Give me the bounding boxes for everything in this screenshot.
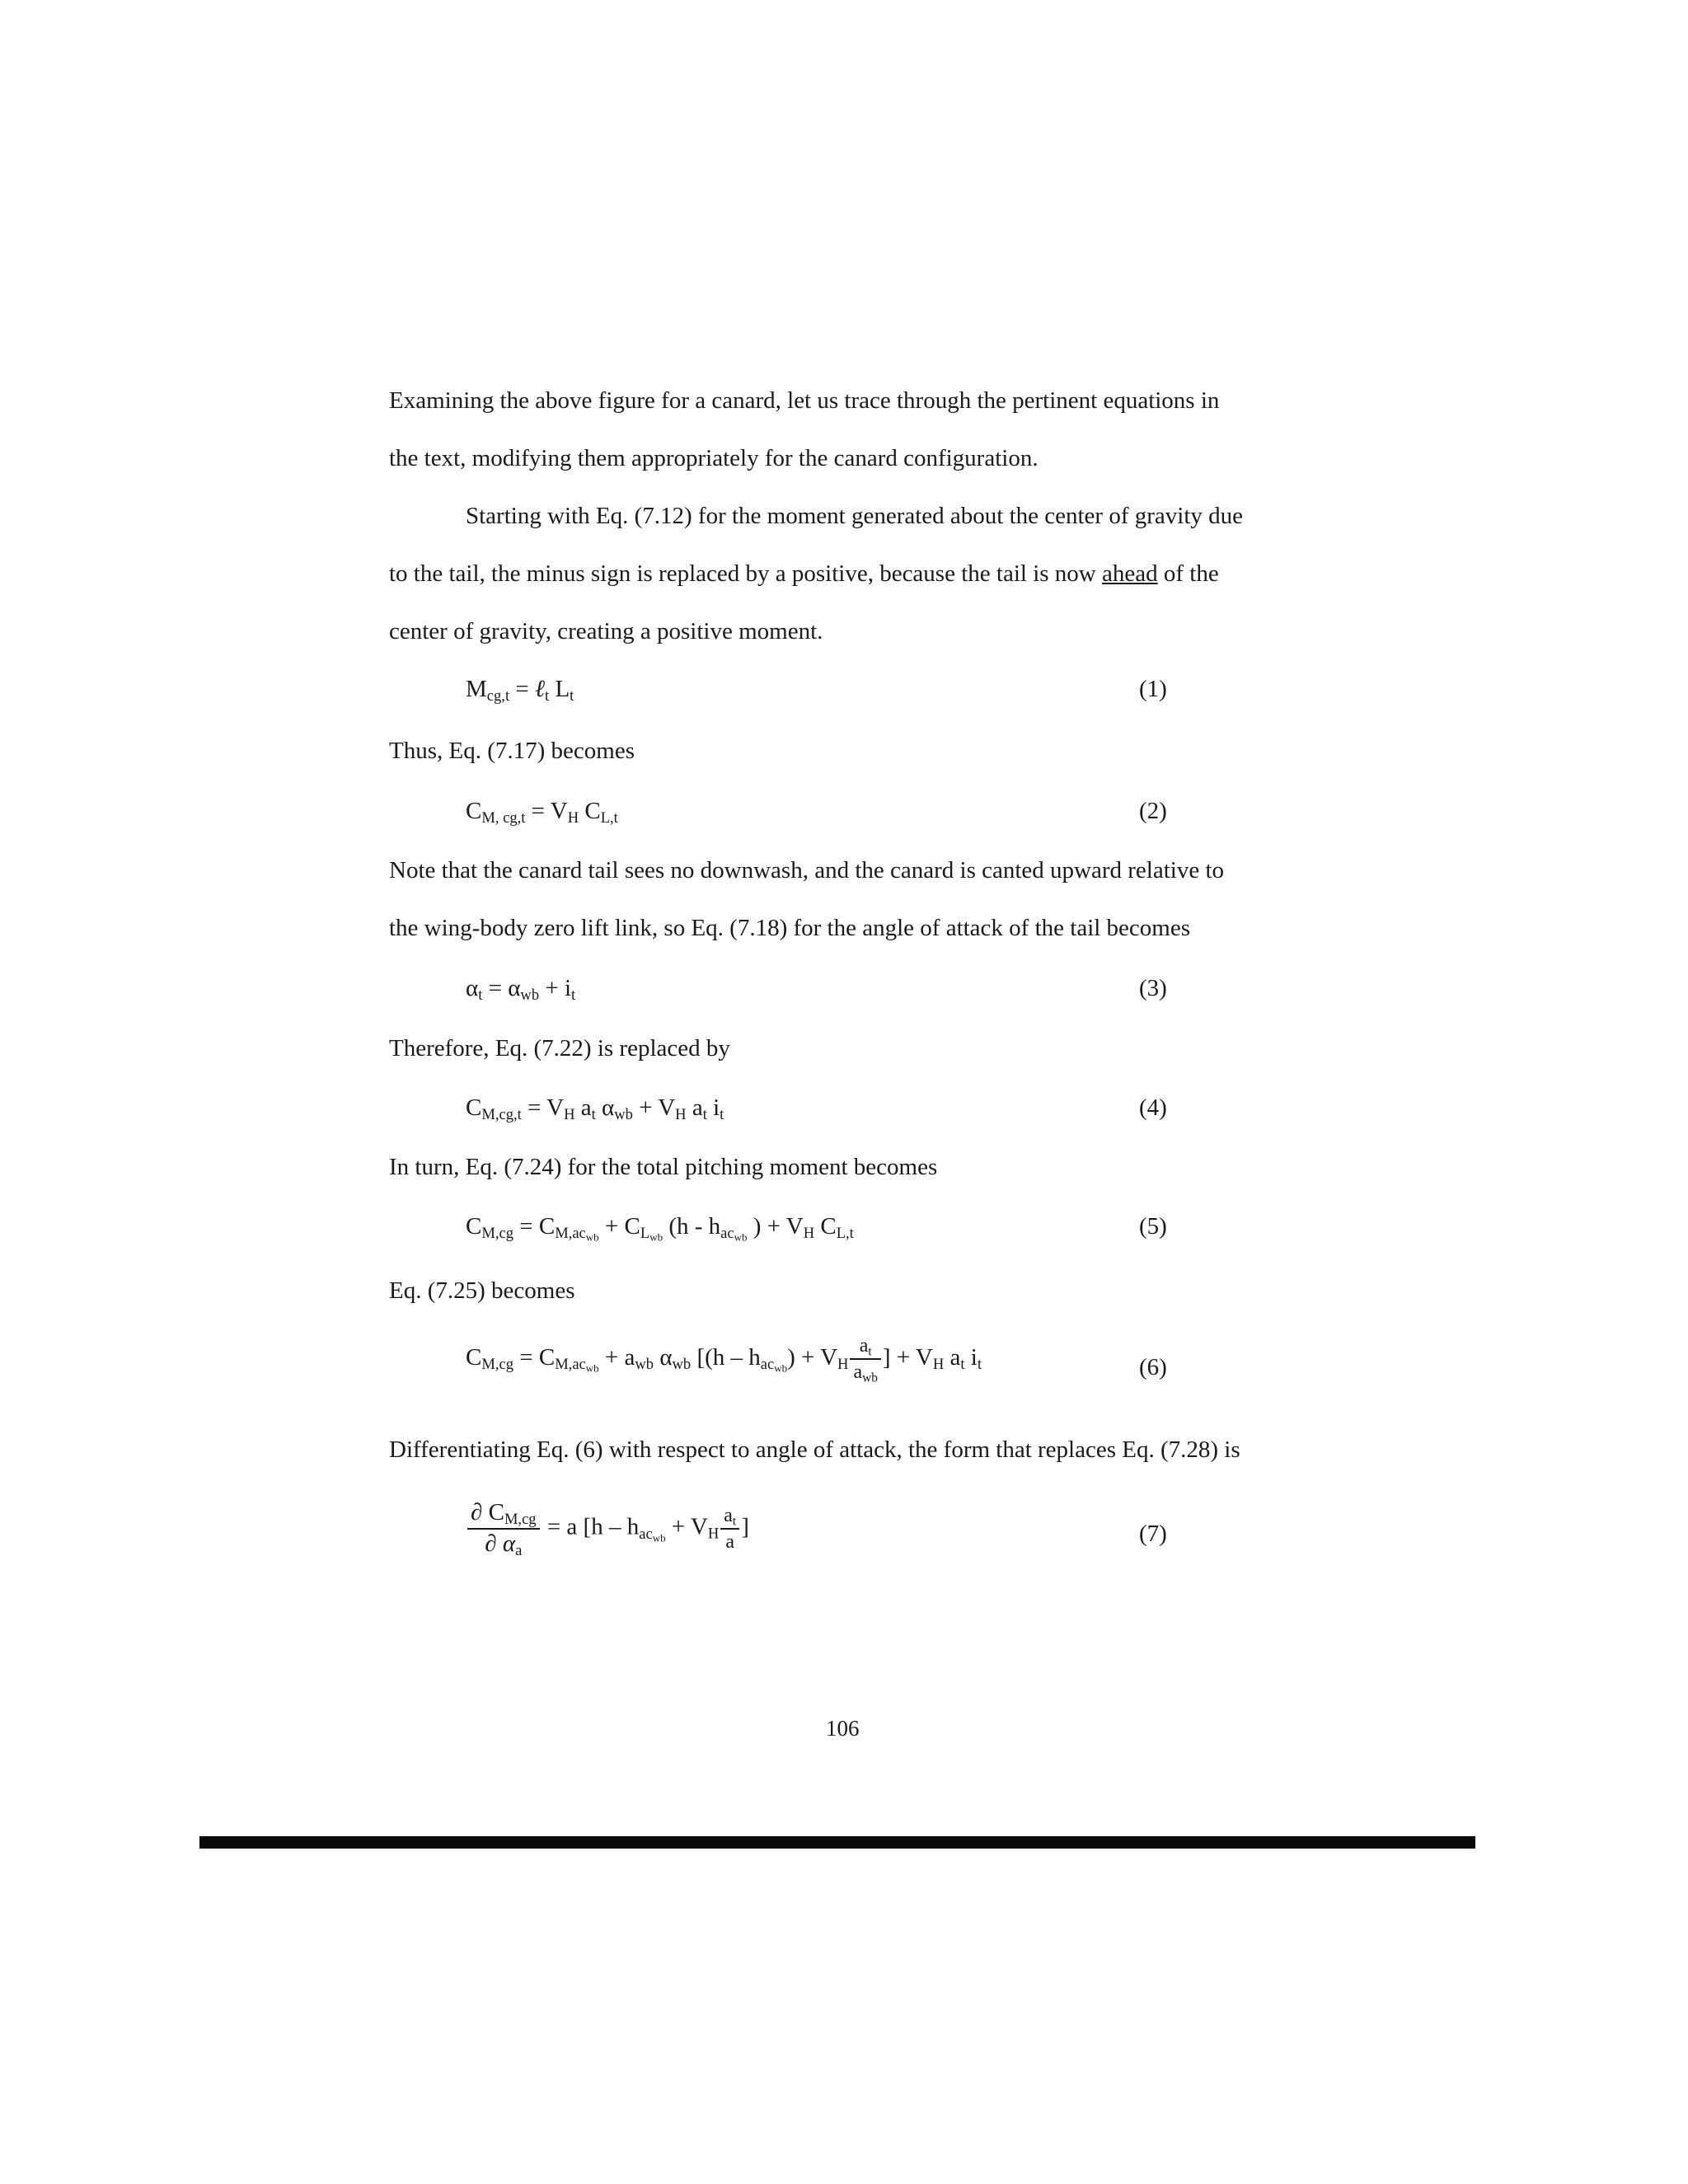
- paragraph-2-line-1: Starting with Eq. (7.12) for the moment generated about the center of gravity due: [466, 503, 1244, 529]
- paragraph-2-line-3: center of gravity, creating a positive moment.: [389, 618, 823, 644]
- equation-4-number: (4): [1139, 1094, 1167, 1121]
- equation-3-number: (3): [1139, 975, 1167, 1001]
- equation-6-number: (6): [1139, 1354, 1167, 1380]
- paragraph-7: Eq. (7.25) becomes: [389, 1277, 575, 1304]
- equation-1: $M_{cg,t}$ = ℓ$_t$ $L_t$: [466, 676, 574, 705]
- paragraph-6: In turn, Eq. (7.24) for the total pitching moment becomes: [389, 1154, 938, 1180]
- paragraph-2-line-2-start: to the tail, the minus sign is replaced by a positive, because the tail is now: [389, 560, 1102, 587]
- paragraph-3: Thus, Eq. (7.17) becomes: [389, 738, 635, 764]
- equation-3: $\alpha_t = \alpha_{wb} + i_t$: [466, 975, 576, 1005]
- paragraph-2-line-2: [389, 560, 1219, 588]
- equation-6: $C_{M,cg} = C_{M,ac_{wb}} + a_{wb}$ $\alpha_{wb}$ [$(h - h_{ac_{wb}}) + V_H$ $\frac{a_t}{a_{wb}}$ ] + $V_H$ $a_t$ $i_t$: [466, 1335, 982, 1385]
- page-number: 106: [826, 1716, 860, 1741]
- paragraph-8: Differentiating Eq. (6) with respect to angle of attack, the form that replaces Eq. (7.28) is: [389, 1436, 1240, 1463]
- equation-4: $C_{M,cg,t} = V_H$ $a_t$ $\alpha_{wb} + V_H$ $a_t$ $i_t$: [466, 1094, 724, 1124]
- paragraph-1-line-1: Examining the above figure for a canard, let us trace through the pertinent equations in: [389, 387, 1220, 414]
- paragraph-4-line-1: Note that the canard tail sees no downwash, and the canard is canted upward relative to: [389, 857, 1225, 883]
- equation-2: $C_{M, cg,t} = V_H$ $C_{L,t}$: [466, 798, 618, 827]
- emphasis-ahead: ahead: [1101, 560, 1158, 587]
- equation-5-number: (5): [1139, 1213, 1167, 1240]
- paragraph-4-line-2: the wing-body zero lift link, so Eq. (7.18) for the angle of attack of the tail becomes: [389, 915, 1191, 941]
- equation-7: $\frac{\partial C_{M,cg}}{\partial \alpha_a}$ = a [$h - h_{ac_{wb}} + V_H$ $\frac{a_t}{a}$ ]: [466, 1500, 749, 1558]
- paragraph-5: Therefore, Eq. (7.22) is replaced by: [389, 1035, 730, 1062]
- bottom-rule-divider: [199, 1836, 1475, 1849]
- equation-2-number: (2): [1139, 798, 1167, 824]
- equation-1-number: (1): [1139, 676, 1167, 702]
- equation-5: $C_{M,cg} = C_{M,ac_{wb}} + C_{L_{wb}}$ ($h - h_{ac_{wb}}$ ) + $V_H$ $C_{L,t}$: [466, 1213, 854, 1244]
- paragraph-1-line-2: the text, modifying them appropriately for the canard configuration.: [389, 445, 1039, 471]
- equation-7-number: (7): [1139, 1521, 1167, 1547]
- paragraph-2-line-2-end: of the: [1157, 560, 1219, 587]
